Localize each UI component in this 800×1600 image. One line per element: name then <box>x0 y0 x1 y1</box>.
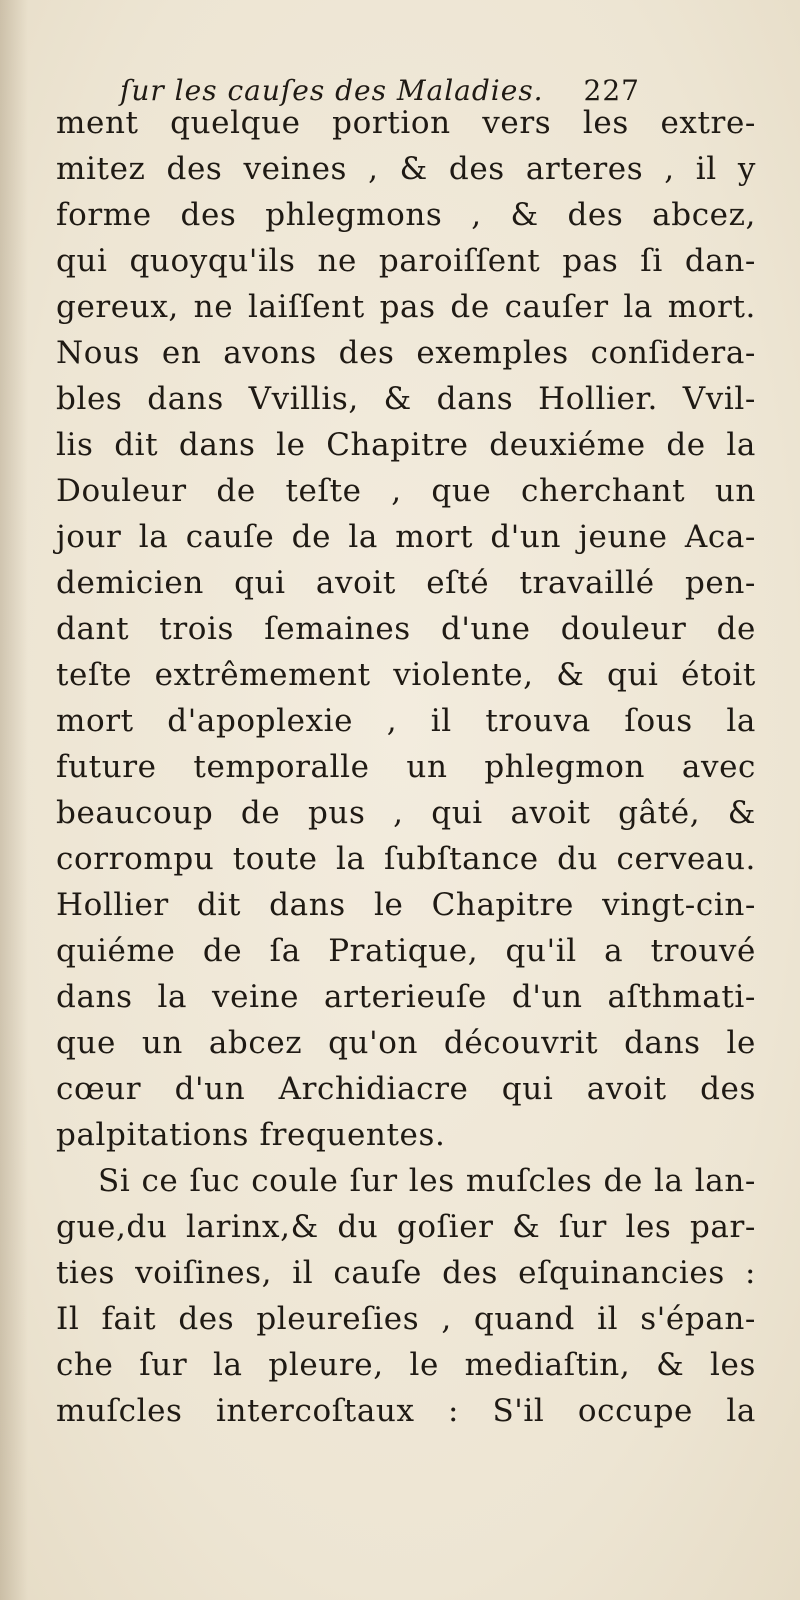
text-line: bles dans Vvillis, & dans Hollier. Vvil- <box>56 381 756 417</box>
text-line: teſte extrêmement violente, & qui étoit <box>56 657 756 693</box>
text-line: Douleur de teſte , que cherchant un <box>56 473 756 509</box>
text-line: che ſur la pleure, le mediaſtin, & les <box>56 1347 756 1383</box>
text-line: mort d'apoplexie , il trouva ſous la <box>56 703 756 739</box>
paragraph-end-line: palpitations frequentes. <box>56 1117 446 1153</box>
text-line: ties voiſines, il cauſe des eſquinancies : <box>56 1255 756 1291</box>
text-line: dans la veine arterieuſe d'un aſthmati- <box>56 979 756 1015</box>
text-line: corrompu toute la ſubſtance du cerveau. <box>56 841 756 877</box>
text-line: dant trois ſemaines d'une douleur de <box>56 611 756 647</box>
text-line: cœur d'un Archidiacre qui avoit des <box>56 1071 756 1107</box>
text-line: Hollier dit dans le Chapitre vingt-cin- <box>56 887 756 923</box>
text-line: jour la cauſe de la mort d'un jeune Aca- <box>56 519 756 555</box>
text-line: beaucoup de pus , qui avoit gâté, & <box>56 795 756 831</box>
text-line: forme des phlegmons , & des abcez, <box>56 197 756 233</box>
text-line: Il fait des pleureſies , quand il s'épan- <box>56 1301 756 1337</box>
text-line: demicien qui avoit eſté travaillé pen- <box>56 565 756 601</box>
text-line: que un abcez qu'on découvrit dans le <box>56 1025 756 1061</box>
text-line: lis dit dans le Chapitre deuxiéme de la <box>56 427 756 463</box>
text-line: muſcles intercoſtaux : S'il occupe la <box>56 1393 756 1429</box>
body-text <box>56 100 756 1434</box>
text-line: Nous en avons des exemples conſidera- <box>56 335 756 371</box>
text-line: gereux, ne laiſſent pas de cauſer la mort. <box>56 289 756 325</box>
page-gutter-shadow <box>0 0 28 1600</box>
text-line: future temporalle un phlegmon avec <box>56 749 756 785</box>
text-line: qui quoyqu'ils ne paroiſſent pas ſi dan- <box>56 243 756 279</box>
text-line: quiéme de ſa Pratique, qu'il a trouvé <box>56 933 756 969</box>
text-line: mitez des veines , & des arteres , il y <box>56 151 756 187</box>
paragraph-start-line: Si ce ſuc coule ſur les muſcles de la lan- <box>98 1163 756 1199</box>
text-line: ment quelque portion vers les extre- <box>56 105 756 141</box>
text-line: gue,du larinx,& du goſier & ſur les par- <box>56 1209 756 1245</box>
page-number: 227 <box>583 74 640 107</box>
running-title: ſur les cauſes des Maladies. <box>120 74 544 107</box>
